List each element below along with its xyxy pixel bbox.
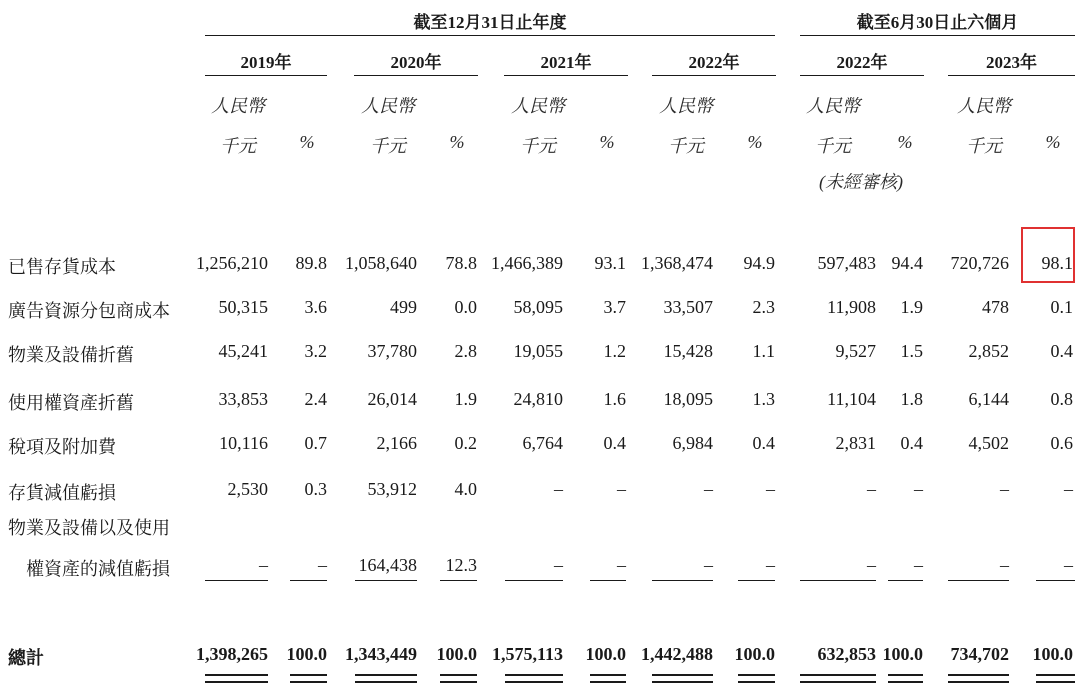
percent-cell: – (1064, 479, 1073, 499)
total-double-underline (355, 674, 417, 676)
amount-cell: 4,502 (968, 433, 1009, 453)
amount-cell: 19,055 (513, 341, 563, 361)
amount-cell: 50,315 (218, 297, 268, 317)
amount-cell: 33,853 (218, 389, 268, 409)
amount-cell: 6,764 (522, 433, 563, 453)
amount-cell: 2,831 (835, 433, 876, 453)
percent-cell: 3.2 (304, 341, 327, 361)
group-header-fiscal-year: 截至12月31日止年度 (413, 13, 567, 32)
row-label-total: 總計 (8, 648, 44, 668)
percent-cell: 0.4 (603, 433, 626, 453)
year-rule-2022-h1 (800, 75, 924, 76)
row-label-subcontractor-cost: 廣告資源分包商成本 (8, 301, 170, 321)
percent-cell: 3.7 (603, 297, 626, 317)
year-header-2021: 2021年 (540, 53, 592, 72)
percent-cell: – (1064, 555, 1073, 575)
percent-cell: 2.4 (304, 389, 327, 409)
currency-label: 人民幣 (211, 96, 265, 116)
total-percent-cell: 100.0 (286, 644, 327, 664)
year-rule-2019 (205, 75, 327, 76)
subtotal-underline (888, 580, 923, 581)
percent-cell: 0.8 (1050, 389, 1073, 409)
group-header-fiscal-year-rule (205, 35, 775, 36)
pct-unit-label: % (747, 132, 763, 152)
row-label-property-depreciation: 物業及設備折舊 (8, 345, 134, 365)
percent-cell: 4.0 (454, 479, 477, 499)
total-double-underline (888, 681, 923, 683)
total-double-underline (1036, 674, 1075, 676)
pct-unit-label: % (449, 132, 465, 152)
percent-cell: 93.1 (594, 253, 626, 273)
total-amount-cell: 1,442,488 (641, 644, 713, 664)
amount-cell: 33,507 (663, 297, 713, 317)
subtotal-underline (290, 580, 327, 581)
subtotal-underline (652, 580, 713, 581)
amount-cell: 58,095 (513, 297, 563, 317)
percent-cell: 3.6 (304, 297, 327, 317)
amount-cell: 18,095 (663, 389, 713, 409)
year-header-2020: 2020年 (390, 53, 442, 72)
amount-unit-label: 千元 (520, 136, 556, 156)
currency-label: 人民幣 (361, 96, 415, 116)
total-double-underline (738, 681, 775, 683)
amount-unit-label: 千元 (220, 136, 256, 156)
total-amount-cell: 734,702 (950, 644, 1009, 664)
percent-cell: 0.4 (1050, 341, 1073, 361)
row-label-taxes-surcharges: 稅項及附加費 (8, 437, 116, 457)
total-amount-cell: 1,398,265 (196, 644, 268, 664)
total-double-underline (440, 674, 477, 676)
percent-cell: 0.7 (304, 433, 327, 453)
total-percent-cell: 100.0 (734, 644, 775, 664)
currency-label: 人民幣 (659, 96, 713, 116)
percent-cell: 2.8 (454, 341, 477, 361)
percent-cell: 1.8 (900, 389, 923, 409)
total-percent-cell: 100.0 (882, 644, 923, 664)
amount-cell: 10,116 (219, 433, 268, 453)
subtotal-underline (800, 580, 876, 581)
amount-unit-label: 千元 (815, 136, 851, 156)
total-double-underline (800, 674, 876, 676)
subtotal-underline (738, 580, 775, 581)
amount-unit-label: 千元 (668, 136, 704, 156)
amount-cell: 1,466,389 (491, 253, 563, 273)
subtotal-underline (205, 580, 268, 581)
amount-cell: 2,852 (968, 341, 1009, 361)
amount-cell: 11,104 (827, 389, 876, 409)
year-header-2022-h1: 2022年 (836, 53, 888, 72)
amount-cell: 478 (982, 297, 1009, 317)
amount-cell: 15,428 (663, 341, 713, 361)
total-double-underline (948, 674, 1009, 676)
total-double-underline (505, 674, 563, 676)
subtotal-underline (505, 580, 563, 581)
percent-cell: 1.9 (454, 389, 477, 409)
pct-unit-label: % (599, 132, 615, 152)
row-label-cost-of-inventories: 已售存貨成本 (8, 257, 116, 277)
amount-cell: 11,908 (827, 297, 876, 317)
amount-unit-label: 千元 (370, 136, 406, 156)
total-double-underline (1036, 681, 1075, 683)
total-percent-cell: 100.0 (436, 644, 477, 664)
pct-unit-label: % (299, 132, 315, 152)
amount-cell: – (1000, 479, 1009, 499)
amount-cell: 6,144 (968, 389, 1009, 409)
amount-cell: 499 (390, 297, 417, 317)
amount-cell: – (867, 555, 876, 575)
amount-cell: – (554, 479, 563, 499)
year-header-2022: 2022年 (688, 53, 740, 72)
total-double-underline (800, 681, 876, 683)
percent-cell: 98.1 (1041, 253, 1073, 273)
highlight-box (1021, 227, 1075, 283)
amount-cell: – (704, 555, 713, 575)
year-rule-2022 (652, 75, 776, 76)
pct-unit-label: % (1045, 132, 1061, 152)
percent-cell: 94.4 (891, 253, 923, 273)
percent-cell: 0.4 (752, 433, 775, 453)
amount-cell: 164,438 (358, 555, 417, 575)
percent-cell: – (766, 555, 775, 575)
group-header-six-months-rule (800, 35, 1075, 36)
percent-cell: 1.5 (900, 341, 923, 361)
subtotal-underline (948, 580, 1009, 581)
row-label-rou-depreciation: 使用權資產折舊 (8, 393, 134, 413)
row-label-asset-impairment-cont: 權資產的減值虧損 (26, 559, 170, 579)
year-header-2019: 2019年 (240, 53, 292, 72)
total-amount-cell: 1,575,113 (491, 644, 563, 664)
percent-cell: – (617, 555, 626, 575)
percent-cell: 0.4 (900, 433, 923, 453)
amount-cell: – (704, 479, 713, 499)
total-double-underline (355, 681, 417, 683)
total-double-underline (440, 681, 477, 683)
amount-cell: – (554, 555, 563, 575)
currency-label: 人民幣 (511, 96, 565, 116)
subtotal-underline (1036, 580, 1075, 581)
amount-cell: 24,810 (513, 389, 563, 409)
percent-cell: 1.3 (752, 389, 775, 409)
amount-cell: 597,483 (817, 253, 876, 273)
year-rule-2021 (504, 75, 628, 76)
total-double-underline (738, 674, 775, 676)
amount-cell: 6,984 (672, 433, 713, 453)
percent-cell: 89.8 (295, 253, 327, 273)
percent-cell: 0.0 (454, 297, 477, 317)
total-double-underline (205, 674, 268, 676)
total-amount-cell: 632,853 (817, 644, 876, 664)
subtotal-underline (590, 580, 626, 581)
amount-cell: 45,241 (218, 341, 268, 361)
total-double-underline (505, 681, 563, 683)
total-double-underline (652, 674, 713, 676)
year-header-2023-h1: 2023年 (986, 53, 1037, 72)
percent-cell: – (914, 479, 923, 499)
row-label-inventory-impairment: 存貨減值虧損 (8, 483, 116, 503)
amount-cell: – (867, 479, 876, 499)
amount-cell: 2,166 (376, 433, 417, 453)
percent-cell: – (766, 479, 775, 499)
amount-cell: 720,726 (950, 253, 1009, 273)
percent-cell: – (617, 479, 626, 499)
total-amount-cell: 1,343,449 (345, 644, 417, 664)
amount-cell: 1,058,640 (345, 253, 417, 273)
currency-label: 人民幣 (806, 96, 860, 116)
year-rule-2020 (354, 75, 478, 76)
percent-cell: 2.3 (752, 297, 775, 317)
amount-cell: 53,912 (367, 479, 417, 499)
year-rule-2023-h1 (948, 75, 1075, 76)
amount-unit-label: 千元 (966, 136, 1002, 156)
percent-cell: 0.6 (1050, 433, 1073, 453)
percent-cell: 0.3 (304, 479, 327, 499)
subtotal-underline (440, 580, 477, 581)
percent-cell: 12.3 (445, 555, 477, 575)
percent-cell: 78.8 (445, 253, 477, 273)
percent-cell: 0.1 (1050, 297, 1073, 317)
total-double-underline (652, 681, 713, 683)
percent-cell: 1.6 (603, 389, 626, 409)
currency-label: 人民幣 (957, 96, 1011, 116)
amount-cell: 26,014 (367, 389, 417, 409)
row-label-asset-impairment: 物業及設備以及使用 (8, 518, 170, 538)
total-double-underline (948, 681, 1009, 683)
amount-cell: 1,368,474 (641, 253, 713, 273)
pct-unit-label: % (897, 132, 913, 152)
percent-cell: 1.9 (900, 297, 923, 317)
amount-cell: 9,527 (835, 341, 876, 361)
total-double-underline (590, 674, 626, 676)
percent-cell: – (914, 555, 923, 575)
group-header-six-months: 截至6月30日止六個月 (856, 13, 1019, 32)
total-double-underline (888, 674, 923, 676)
total-double-underline (290, 681, 327, 683)
amount-cell: – (259, 555, 268, 575)
percent-cell: 1.1 (752, 341, 775, 361)
percent-cell: – (318, 555, 327, 575)
amount-cell: 2,530 (227, 479, 268, 499)
amount-cell: 1,256,210 (196, 253, 268, 273)
total-double-underline (205, 681, 268, 683)
total-percent-cell: 100.0 (1032, 644, 1073, 664)
percent-cell: 0.2 (454, 433, 477, 453)
total-double-underline (290, 674, 327, 676)
total-percent-cell: 100.0 (585, 644, 626, 664)
subtotal-underline (355, 580, 417, 581)
amount-cell: 37,780 (367, 341, 417, 361)
percent-cell: 1.2 (603, 341, 626, 361)
unaudited-label: (未經審核) (819, 172, 903, 192)
percent-cell: 94.9 (743, 253, 775, 273)
amount-cell: – (1000, 555, 1009, 575)
total-double-underline (590, 681, 626, 683)
